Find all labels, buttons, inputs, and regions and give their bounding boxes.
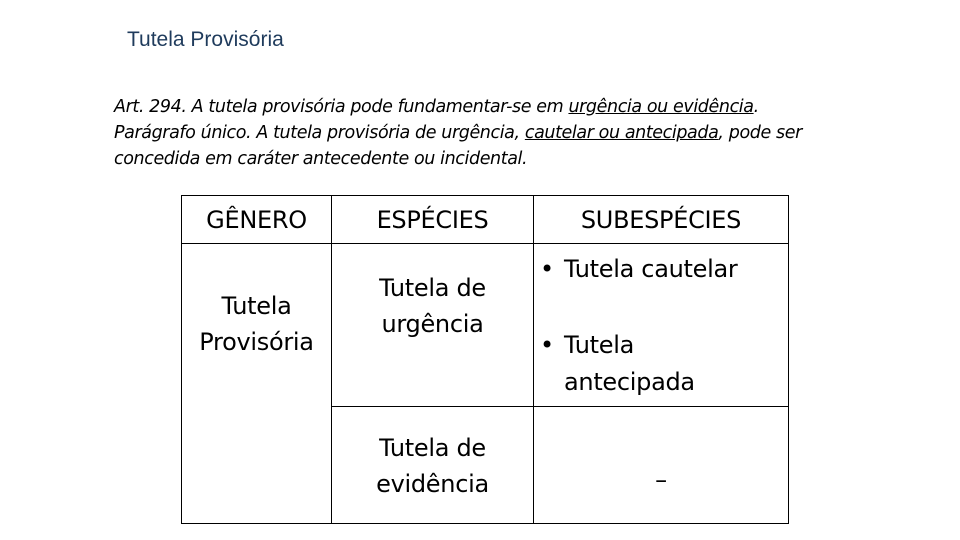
slide-title: Tutela Provisória — [127, 28, 284, 51]
especie-urgencia-cell — [332, 270, 533, 342]
especie-evidencia-line-2: evidência — [376, 470, 489, 498]
especie-evidencia-line-1: Tutela de — [379, 434, 486, 462]
article-underlined-cautelar-antecipada: cautelar ou antecipada — [524, 123, 719, 143]
subespecie-cautelar — [540, 251, 737, 288]
subespecie-antecipada-line-2: antecipada — [564, 368, 695, 396]
article-line-2 — [114, 120, 914, 146]
genero-cell — [182, 288, 331, 360]
row-divider — [331, 406, 788, 407]
article-line-1-suffix: . — [753, 97, 759, 117]
bullet-icon: • — [540, 255, 554, 283]
classification-table — [181, 195, 789, 524]
especie-evidencia-cell — [332, 430, 533, 502]
genero-line-1: Tutela — [221, 292, 292, 320]
header-genero: GÊNERO — [206, 206, 307, 234]
subespecie-cautelar-label: Tutela cautelar — [564, 255, 738, 283]
subespecie-evidencia-dash: – — [655, 466, 667, 494]
article-line-1 — [114, 94, 914, 120]
especie-urgencia-line-1: Tutela de — [379, 274, 486, 302]
article-line-3: concedida em caráter antecedente ou incidental. — [114, 149, 528, 169]
especie-urgencia-line-2: urgência — [381, 310, 484, 338]
header-subespecies: SUBESPÉCIES — [580, 206, 742, 234]
subespecie-antecipada-line-1: Tutela — [564, 331, 634, 359]
article-line-2-prefix: Parágrafo único. A tutela provisória de urgência, — [114, 123, 525, 143]
article-line-2-suffix: , pode ser — [718, 123, 802, 143]
genero-line-2: Provisória — [199, 328, 314, 356]
article-underlined-urgencia-evidencia: urgência ou evidência — [568, 97, 754, 117]
article-text — [114, 94, 914, 172]
bullet-icon: • — [540, 331, 554, 359]
header-divider — [182, 243, 788, 244]
subespecie-antecipada — [540, 327, 695, 401]
header-especies: ESPÉCIES — [376, 206, 489, 234]
article-line-1-prefix: Art. 294. A tutela provisória pode fundamentar-se em — [114, 97, 569, 117]
